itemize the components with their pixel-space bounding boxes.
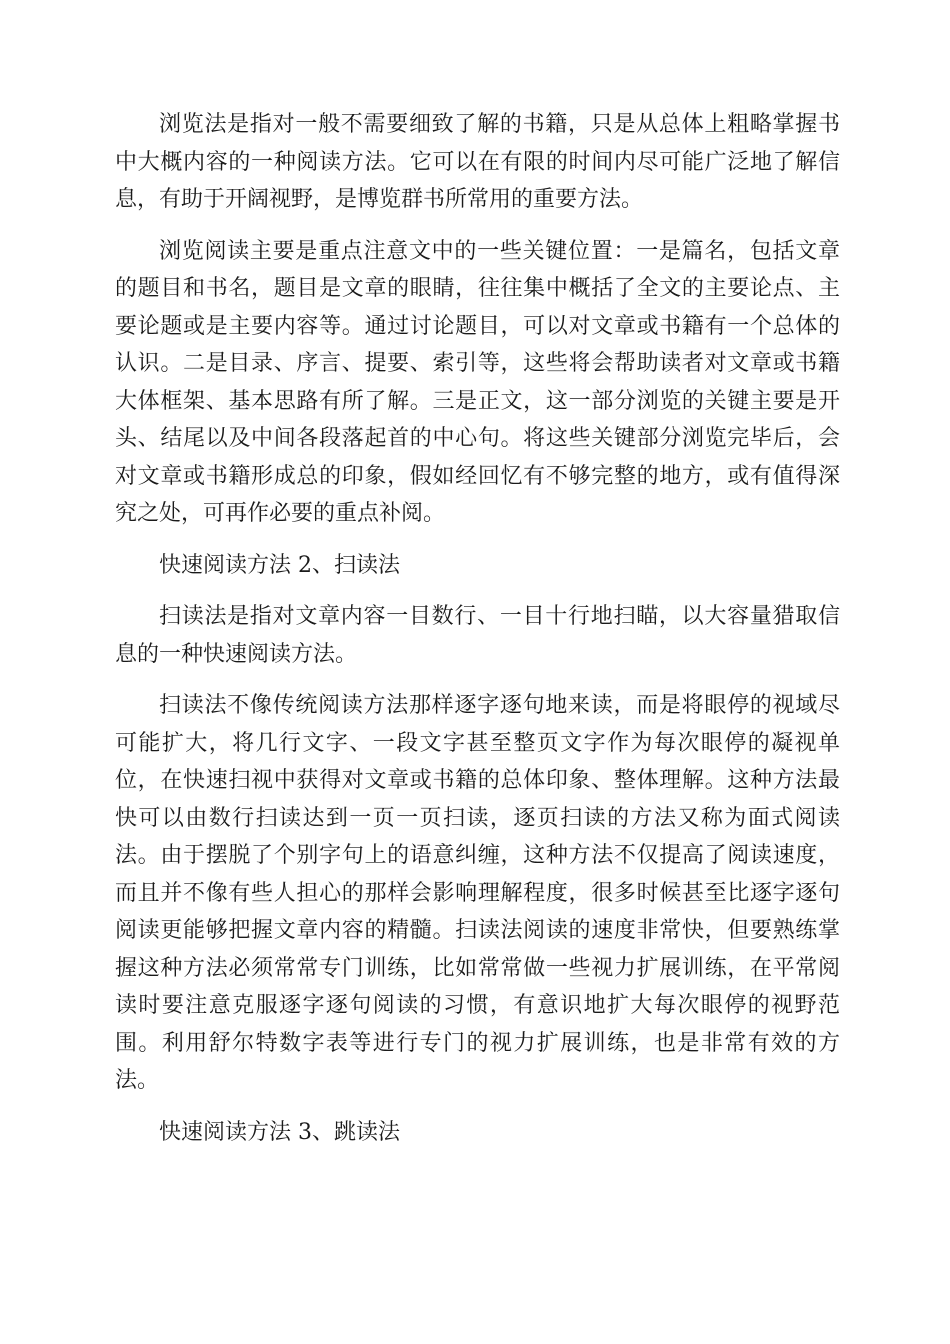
document-page: [115, 106, 840, 1165]
section-heading-skip-method: 快速阅读方法 3、跳读法: [159, 1119, 400, 1145]
paragraph-browse-definition: 浏览法是指对一般不需要细致了解的书籍，只是从总体上粗略掌握书中大概内容的一种阅读方法。它可以在有限的时间内尽可能广泛地了解信息，有助于开阔视野，是博览群书所常用的重要方法。: [115, 112, 840, 212]
paragraph-scan-definition: 扫读法是指对文章内容一目数行、一目十行地扫瞄，以大容量猎取信息的一种快速阅读方法。: [115, 604, 840, 667]
section-heading-scan-method: 快速阅读方法 2、扫读法: [159, 552, 400, 578]
paragraph-scan-details: 扫读法不像传统阅读方法那样逐字逐句地来读，而是将眼停的视域尽可能扩大，将几行文字、一段文字甚至整页文字作为每次眼停的凝视单位，在快速扫视中获得对文章或书籍的总体印象、整体理解。这种方法最快可以由数行扫读达到一页一页扫读，逐页扫读的方法又称为面式阅读法。由于摆脱了个别字句上的语意纠缠，这种方法不仅提高了阅读速度，而且并不像有些人担心的那样会影响理解程度，很多时候甚至比逐字逐句阅读更能够把握文章内容的精髓。扫读法阅读的速度非常快，但要熟练掌握这种方法必须常常专门训练，比如常常做一些视力扩展训练，在平常阅读时要注意克服逐字逐句阅读的习惯，有意识地扩大每次眼停的视野范围。利用舒尔特数字表等进行专门的视力扩展训练，也是非常有效的方法。: [115, 693, 840, 1093]
paragraph-browse-key-positions: 浏览阅读主要是重点注意文中的一些关键位置：一是篇名，包括文章的题目和书名，题目是文章的眼睛，往往集中概括了全文的主要论点、主要论题或是主要内容等。通过讨论题目，可以对文章或书籍有一个总体的认识。二是目录、序言、提要、索引等，这些将会帮助读者对文章或书籍大体框架、基本思路有所了解。三是正文，这一部分浏览的关键主要是开头、结尾以及中间各段落起首的中心句。将这些关键部分浏览完毕后，会对文章或书籍形成总的印象，假如经回忆有不够完整的地方，或有值得深究之处，可再作必要的重点补阅。: [115, 238, 840, 526]
